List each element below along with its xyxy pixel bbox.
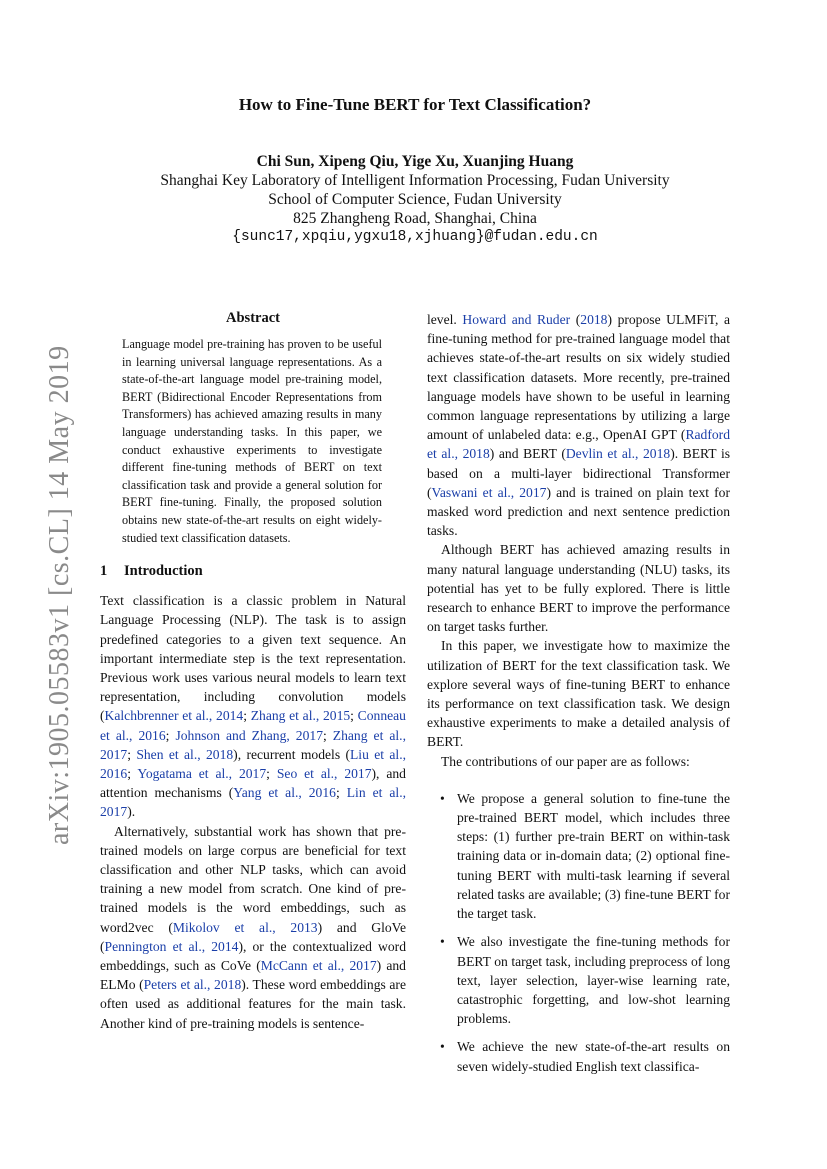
intro-paragraph-1: Text classification is a classic problem in Natural Language Processing (NLP). The task is to assign predefined categories to a given text sequence. An important intermediate step is the text representation. Previous work uses various neural models to learn text representation, including convolution models (Kalchbrenner et al., 2014; Zhang et al., 2015; Conneau et al., 2016; Johnson and Zhang, 2017; Zhang et al., 2017; Shen et al., 2018), recurrent models (Liu et al., 2016; Yogatama et al., 2017; Seo et al., 2017), and attention mechanisms (Yang et al., 2016; Lin et al., 2017). (100, 593, 407, 820)
citation-link[interactable]: 2018 (580, 312, 608, 327)
intro-paragraph-6: The contributions of our paper are as follows: (441, 753, 690, 769)
left-column (100, 310, 406, 1033)
arxiv-identifier: arXiv:1905.05583v1 [cs.CL] 14 May 2019 (44, 345, 75, 845)
citation-link[interactable]: Liu et al., 2016 (100, 746, 406, 781)
right-column (427, 310, 730, 1085)
citation-link[interactable]: Pennington et al., 2014 (104, 938, 239, 954)
citation-link[interactable]: Yang et al., 2016 (233, 785, 336, 801)
citation-link[interactable]: Peters et al., 2018 (143, 977, 242, 993)
intro-paragraph-4: Although BERT has achieved amazing results in many natural language understanding (NLU) tasks, its potential has yet to be fully explored. There is little research to enhance BERT to improve the performance on target tasks further. (427, 542, 730, 635)
affiliation-line: School of Computer Science, Fudan University (268, 191, 562, 208)
citation-link[interactable]: Lin et al., 2017 (100, 785, 407, 820)
author-email: {sunc17,xpqiu,ygxu18,xjhuang}@fudan.edu.cn (232, 229, 598, 245)
citation-link[interactable]: Seo et al., 2017 (276, 765, 372, 781)
citation-link[interactable]: Radford et al., 2018 (427, 427, 730, 462)
intro-paragraph-3: level. Howard and Ruder (2018) propose ULMFiT, a fine-tuning method for pre-trained language model that achieves state-of-the-art results on six widely studied text classification datasets. More recently, pre-trained language models have shown to be useful in learning common language representations by utilizing a large amount of unlabeled data: e.g., OpenAI GPT (Radford et al., 2018) and BERT (Devlin et al., 2018). BERT is based on a multi-layer bidirectional Transformer (Vaswani et al., 2017) and is trained on plain text for masked word prediction and next sentence prediction tasks. (427, 312, 731, 539)
bullet-icon: • (440, 790, 445, 806)
citation-link[interactable]: Conneau et al., 2016 (100, 708, 406, 743)
citation-link[interactable]: Howard and Ruder (462, 312, 571, 327)
citation-link[interactable]: Mikolov et al., 2013 (172, 919, 318, 935)
citation-link[interactable]: Zhang et al., 2015 (250, 708, 351, 724)
abstract-heading: Abstract (226, 310, 280, 326)
list-item: • We also investigate the fine-tuning methods for BERT on target task, including preprocess of long text, layer selection, layer-wise learning rate, catastrophic forgetting, and low-shot learning problems. (440, 934, 730, 1027)
intro-paragraph-5: In this paper, we investigate how to maximize the utilization of BERT for the text classification task. We explore several ways of fine-tuning BERT to enhance its performance on text classification task. We design exhaustive experiments to make a detailed analysis of BERT. (427, 638, 730, 750)
citation-link[interactable]: Vaswani et al., 2017 (431, 484, 547, 500)
section-title: Introduction (124, 563, 203, 580)
list-item: • We propose a general solution to fine-tune the pre-trained BERT model, which includes three steps: (1) further pre-train BERT on within-task training data or in-domain data; (2) optional fine-tuning BERT with multi-task learning if several related tasks are available; (3) fine-tune BERT for the target task. (440, 790, 730, 922)
list-item: • We achieve the new state-of-the-art results on seven widely-studied English text classifica- (440, 1039, 730, 1074)
citation-link[interactable]: Shen et al., 2018 (136, 746, 234, 762)
citation-link[interactable]: Devlin et al., 2018 (565, 446, 671, 462)
section-number: 1 (100, 563, 108, 580)
bullet-icon: • (440, 1039, 445, 1055)
paper-title: How to Fine-Tune BERT for Text Classification? (238, 95, 592, 114)
contributions-list (427, 789, 730, 1076)
affiliation-line: 825 Zhangheng Road, Shanghai, China (293, 210, 537, 227)
citation-link[interactable]: McCann et al., 2017 (260, 957, 377, 973)
affiliation-line: Shanghai Key Laboratory of Intelligent Information Processing, Fudan University (160, 172, 670, 189)
abstract-text: Language model pre-training has proven to be useful in learning universal language representations. As a state-of-the-art language model pre-training model, BERT (Bidirectional Encoder Representations from Transformers) has achieved amazing results in many language understanding tasks. In this paper, we conduct exhaustive experiments to investigate different fine-tuning methods of BERT on text classification task and provide a general solution for BERT fine-tuning. Finally, the proposed solution obtains new state-of-the-art results on eight widely-studied text classification datasets. (122, 337, 382, 545)
citation-link[interactable]: Johnson and Zhang, 2017 (175, 727, 323, 743)
author-block (100, 152, 730, 247)
citation-link[interactable]: Zhang et al., 2017 (100, 727, 406, 762)
citation-link[interactable]: Yogatama et al., 2017 (137, 765, 267, 781)
section-heading-introduction (100, 563, 406, 580)
author-names: Chi Sun, Xipeng Qiu, Yige Xu, Xuanjing Huang (256, 153, 574, 170)
citation-link[interactable]: Kalchbrenner et al., 2014 (104, 708, 244, 724)
bullet-icon: • (440, 934, 445, 950)
intro-paragraph-2: Alternatively, substantial work has shown that pre-trained models on large corpus are beneficial for text classification and other NLP tasks, which can avoid training a new model from scratch. One kind of pre-trained models is the word embeddings, such as word2vec (Mikolov et al., 2013) and GloVe (Pennington et al., 2014), or the contextualized word embeddings, such as CoVe (McCann et al., 2017) and ELMo (Peters et al., 2018). These word embeddings are often used as additional features for the main task. Another kind of pre-training models is sentence- (100, 823, 406, 1031)
